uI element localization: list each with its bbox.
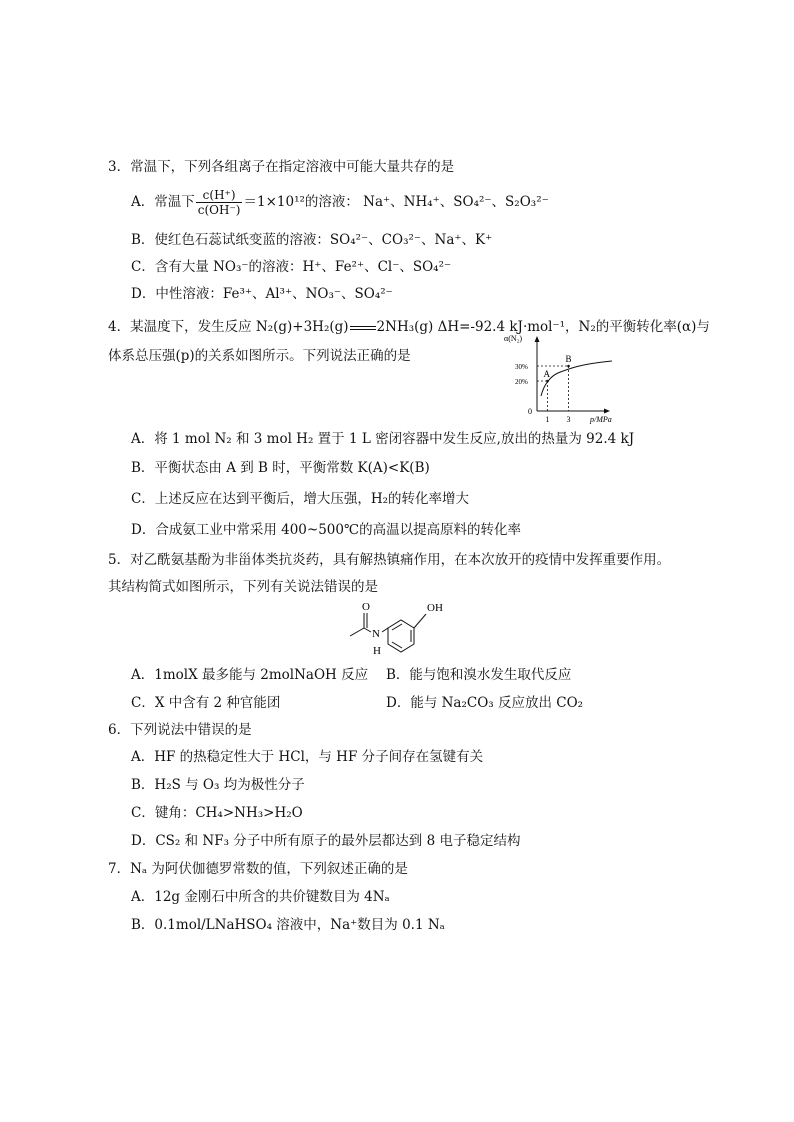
nitrogen-label: N xyxy=(372,628,380,640)
q3-a-fraction xyxy=(196,188,243,217)
q6-option-d: D．CS₂ 和 NF₃ 分子中所有原子的最外层都达到 8 电子稳定结构 xyxy=(131,833,521,849)
q3-option-c: C．含有大量 NO₃⁻的溶液：H⁺、Fe²⁺、Cl⁻、SO₄²⁻ xyxy=(131,259,452,275)
q3-a-rest: ＝1×10¹²的溶液： Na⁺、NH₄⁺、SO₄²⁻、S₂O₃²⁻ xyxy=(243,194,549,210)
x-tick-label: 1 xyxy=(545,415,550,424)
q3-option-d: D．中性溶液：Fe³⁺、Al³⁺、NO₃⁻、SO₄²⁻ xyxy=(131,286,393,302)
x-axis-arrow-icon xyxy=(604,409,610,414)
point-label-A: A xyxy=(543,369,550,379)
q4-option-d: D．合成氨工业中常采用 400~500℃的高温以提高原料的转化率 xyxy=(131,522,522,538)
y-axis-arrow-icon xyxy=(535,336,540,342)
q7-option-b: B．0.1mol/LNaHSO₄ 溶液中，Na⁺数目为 0.1 Nₐ xyxy=(131,917,445,933)
y-tick-label: 20% xyxy=(515,378,528,386)
equilibrium-arrow-icon xyxy=(350,324,376,332)
q3-a-denominator: c(OH⁻) xyxy=(197,203,241,217)
q6-option-c: C．键角：CH₄>NH₃>H₂O xyxy=(131,805,303,821)
q3-a-prefix: A．常温下 xyxy=(131,194,195,210)
point-label-B: B xyxy=(565,354,572,364)
q6-option-a: A．HF 的热稳定性大于 HCl，与 HF 分子间存在氢键有关 xyxy=(131,749,484,765)
hydrogen-label: H xyxy=(373,645,381,657)
q6-stem: 6．下列说法中错误的是 xyxy=(108,722,252,738)
q4-option-a: A．将 1 mol N₂ 和 3 mol H₂ 置于 1 L 密闭容器中发生反应,放出的热量为 92.4 kJ xyxy=(131,431,635,447)
q4-stem-line2: 体系总压强(p)的关系如图所示。下列说法正确的是 xyxy=(108,348,411,364)
origin-label: 0 xyxy=(528,407,532,416)
x-axis-label: p/MPa xyxy=(590,415,612,424)
q6-option-b: B．H₂S 与 O₃ 均为极性分子 xyxy=(131,777,305,793)
conversion-curve xyxy=(541,361,612,396)
q5-stem: 5．对乙酰氨基酚为非甾体类抗炎药，具有解热镇痛作用，在本次放开的疫情中发挥重要作用。 xyxy=(108,552,671,568)
q3-stem: 3．常温下，下列各组离子在指定溶液中可能大量共存的是 xyxy=(108,159,455,175)
q4-chart xyxy=(500,330,635,426)
hydroxyl-label: OH xyxy=(427,602,443,614)
q7-stem: 7．Nₐ 为阿伏伽德罗常数的值，下列叙述正确的是 xyxy=(108,861,408,877)
q4-stem-part2: 2NH₃(g) ΔH=-92.4 kJ·mol⁻¹，N₂的平衡转化率(α)与 xyxy=(376,319,710,335)
oxygen-label: O xyxy=(362,601,370,613)
data-point-A xyxy=(546,380,549,383)
q5-option-d: D．能与 Na₂CO₃ 反应放出 CO₂ xyxy=(386,695,584,711)
x-tick-label: 3 xyxy=(566,415,571,424)
q5-option-b: B．能与饱和溴水发生取代反应 xyxy=(386,667,572,683)
data-point-B xyxy=(567,365,570,368)
q3-option-a xyxy=(131,188,549,217)
q4-stem-part1: 4．某温度下，发生反应 N₂(g)+3H₂(g) xyxy=(108,319,349,335)
q4-option-c: C．上述反应在达到平衡后，增大压强，H₂的转化率增大 xyxy=(131,491,470,507)
q3-a-numerator: c(H⁺) xyxy=(196,188,243,203)
q5-option-a: A．1molX 最多能与 2molNaOH 反应 xyxy=(131,667,369,683)
q7-option-a: A．12g 金刚石中所含的共价键数目为 4Nₐ xyxy=(131,889,390,905)
y-axis-label: α(N₂) xyxy=(504,334,523,343)
q4-option-b: B．平衡状态由 A 到 B 时，平衡常数 K(A)<K(B) xyxy=(131,460,430,476)
q3-option-b: B．使红色石蕊试纸变蓝的溶液：SO₄²⁻、CO₃²⁻、Na⁺、K⁺ xyxy=(131,232,493,248)
y-tick-label: 30% xyxy=(515,363,528,371)
q5-option-c: C．X 中含有 2 种官能团 xyxy=(131,695,281,711)
q5-stem-line2: 其结构简式如图所示，下列有关说法错误的是 xyxy=(108,579,378,595)
acetaminophen-structure xyxy=(340,596,475,660)
